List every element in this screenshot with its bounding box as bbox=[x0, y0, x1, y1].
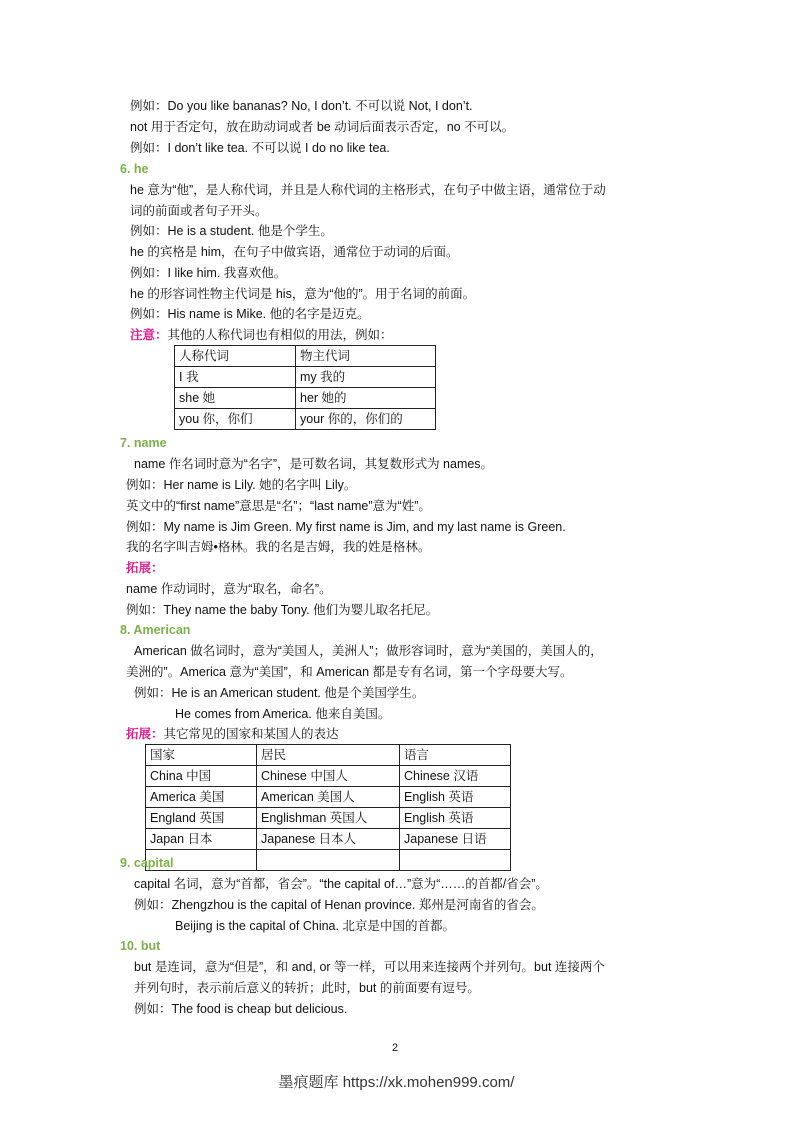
table-row bbox=[146, 745, 511, 766]
text-line: Beijing is the capital of China. 北京是中国的首都。 bbox=[175, 919, 455, 933]
table-cell: Englishman 英国人 bbox=[257, 808, 400, 829]
table-row bbox=[146, 850, 511, 871]
text-line: 例如：His name is Mike. 他的名字是迈克。 bbox=[130, 307, 370, 321]
table-header-cell: 语言 bbox=[400, 745, 511, 766]
text-line: 例如：He is a student. 他是个学生。 bbox=[130, 224, 333, 238]
table-cell: Japan 日本 bbox=[146, 829, 257, 850]
text-line: 例如：He is an American student. 他是个美国学生。 bbox=[134, 686, 425, 700]
table-row bbox=[146, 766, 511, 787]
note-text: 其他的人称代词也有相似的用法，例如： bbox=[167, 328, 393, 342]
text-line: 例如：They name the baby Tony. 他们为婴儿取名托尼。 bbox=[126, 603, 439, 617]
table-cell: American 美国人 bbox=[257, 787, 400, 808]
note-line bbox=[130, 326, 393, 344]
text-line: 例如：The food is cheap but delicious. bbox=[134, 1002, 348, 1016]
footer-watermark: 墨痕题库 https://xk.mohen999.com/ bbox=[278, 1074, 515, 1091]
table-cell: Japanese 日本人 bbox=[257, 829, 400, 850]
table-row bbox=[146, 829, 511, 850]
section-heading-he: 6. he bbox=[120, 162, 149, 176]
table-cell: English 英语 bbox=[400, 808, 511, 829]
table-header-cell: 居民 bbox=[257, 745, 400, 766]
table-cell: your 你的，你们的 bbox=[296, 409, 436, 430]
note-label: 注意： bbox=[130, 328, 168, 342]
text-line: 美洲的”。America 意为“美国”，和 American 都是专有名词，第一个字母要大写。 bbox=[126, 665, 573, 679]
table-cell bbox=[257, 850, 400, 871]
text-line: 例如：I don’t like tea. 不可以说 I do no like tea. bbox=[130, 141, 390, 155]
text-line: He comes from America. 他来自美国。 bbox=[175, 707, 391, 721]
text-line: capital 名词，意为“首都，省会”。“the capital of…”意为“……的首都/省会”。 bbox=[134, 877, 548, 891]
text-line: he 意为“他”，是人称代词，并且是人称代词的主格形式，在句子中做主语，通常位于动 bbox=[130, 183, 606, 197]
section-heading-but: 10. but bbox=[120, 939, 161, 953]
text-line: he 的形容词性物主代词是 his，意为“他的”。用于名词的前面。 bbox=[130, 287, 476, 301]
page-number: 2 bbox=[392, 1042, 399, 1054]
table-cell: Chinese 汉语 bbox=[400, 766, 511, 787]
table-row bbox=[146, 808, 511, 829]
extension-label: 拓展： bbox=[126, 727, 164, 741]
table-row bbox=[146, 787, 511, 808]
table-cell: she 她 bbox=[175, 388, 296, 409]
text-line: 例如：Do you like bananas? No, I don’t. 不可以说 Not, I don’t. bbox=[130, 99, 473, 113]
table-row bbox=[175, 367, 436, 388]
table-header-cell: 人称代词 bbox=[175, 346, 296, 367]
table-row bbox=[175, 388, 436, 409]
table-cell: her 她的 bbox=[296, 388, 436, 409]
country-table bbox=[145, 744, 511, 871]
text-line: 例如：I like him. 我喜欢他。 bbox=[130, 266, 287, 280]
text-line: 例如：Zhengzhou is the capital of Henan province. 郑州是河南省的省会。 bbox=[134, 898, 544, 912]
table-cell: you 你，你们 bbox=[175, 409, 296, 430]
table-header-cell: 物主代词 bbox=[296, 346, 436, 367]
text-line: not 用于否定句，放在助动词或者 be 动词后面表示否定，no 不可以。 bbox=[130, 120, 515, 134]
table-cell: England 英国 bbox=[146, 808, 257, 829]
section-heading-american: 8. American bbox=[120, 623, 191, 637]
text-line: 英文中的“first name”意思是“名”；“last name”意为“姓”。 bbox=[126, 499, 431, 513]
table-cell: I 我 bbox=[175, 367, 296, 388]
pronoun-table bbox=[174, 345, 436, 430]
table-cell: America 美国 bbox=[146, 787, 257, 808]
table-header-cell: 国家 bbox=[146, 745, 257, 766]
table-cell: Japanese 日语 bbox=[400, 829, 511, 850]
table-cell: Chinese 中国人 bbox=[257, 766, 400, 787]
text-line: 例如：My name is Jim Green. My first name is Jim, and my last name is Green. bbox=[126, 520, 566, 534]
text-line: 词的前面或者句子开头。 bbox=[130, 204, 268, 218]
text-line: he 的宾格是 him，在句子中做宾语，通常位于动词的后面。 bbox=[130, 245, 459, 259]
extension-label: 拓展： bbox=[126, 561, 164, 575]
extension-text: 其它常见的国家和某国人的表达 bbox=[163, 727, 339, 741]
table-cell: my 我的 bbox=[296, 367, 436, 388]
text-line: name 作名词时意为“名字”，是可数名词，其复数形式为 names。 bbox=[134, 457, 494, 471]
text-line: American 做名词时，意为“美国人，美洲人”；做形容词时，意为“美国的，美国人的， bbox=[134, 644, 603, 658]
text-line: 我的名字叫吉姆•格林。我的名是吉姆，我的姓是格林。 bbox=[126, 540, 431, 554]
text-line: 并列句时，表示前后意义的转折；此时，but 的前面要有逗号。 bbox=[134, 981, 480, 995]
text-line: name 作动词时，意为“取名，命名”。 bbox=[126, 582, 332, 596]
text-line: 例如：Her name is Lily. 她的名字叫 Lily。 bbox=[126, 478, 357, 492]
table-row bbox=[175, 346, 436, 367]
table-cell bbox=[400, 850, 511, 871]
extension-line bbox=[126, 725, 339, 743]
table-cell: English 英语 bbox=[400, 787, 511, 808]
table-cell: China 中国 bbox=[146, 766, 257, 787]
table-row bbox=[175, 409, 436, 430]
section-heading-name: 7. name bbox=[120, 436, 167, 450]
section-heading-capital: 9. capital bbox=[120, 856, 174, 870]
text-line: but 是连词，意为“但是”，和 and, or 等一样，可以用来连接两个并列句。but 连接两个 bbox=[134, 960, 605, 974]
